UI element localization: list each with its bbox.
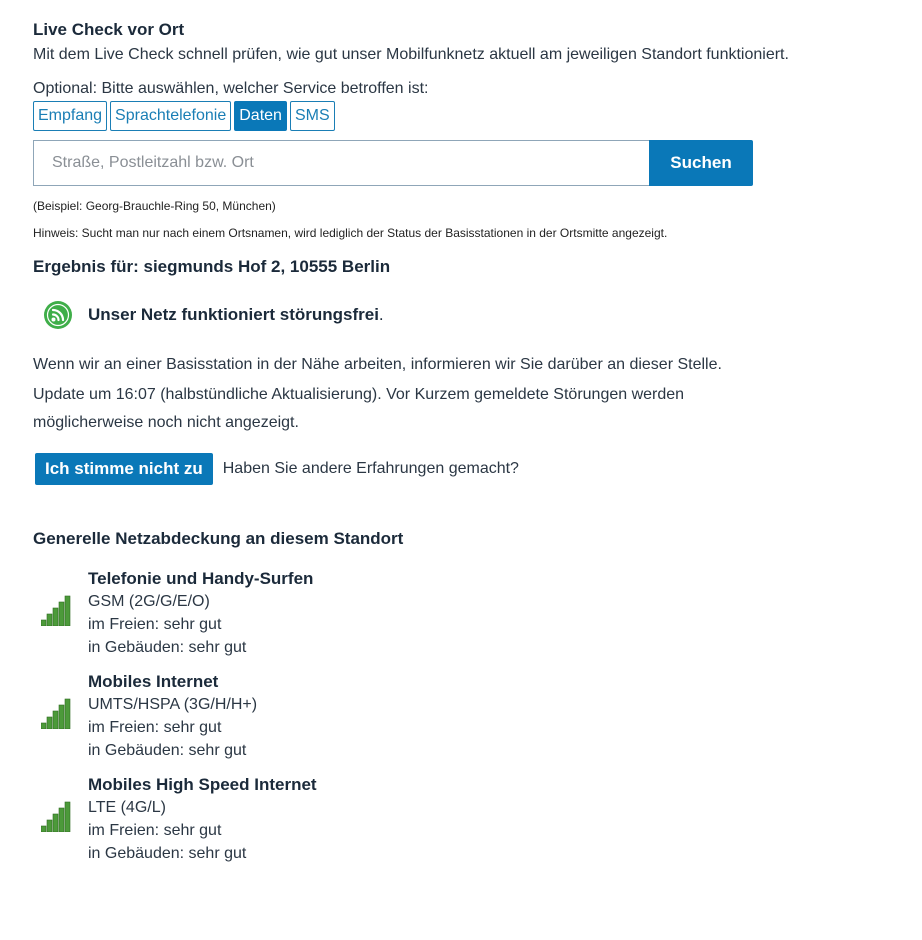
coverage-indoor: in Gebäuden: sehr gut (88, 845, 247, 862)
signal-bar (47, 614, 52, 626)
coverage-item-lte (33, 774, 793, 865)
coverage-tech: LTE (4G/L) (88, 799, 166, 816)
signal-bar (53, 711, 58, 729)
page-title: Live Check vor Ort (33, 20, 185, 39)
coverage-item-gsm (33, 568, 793, 659)
live-check-panel (33, 18, 793, 877)
search-bar (33, 140, 753, 186)
coverage-indoor: in Gebäuden: sehr gut (88, 639, 247, 656)
coverage-title: Generelle Netzabdeckung an diesem Standort (33, 529, 404, 548)
signal-bar (47, 717, 52, 729)
signal-bar (41, 620, 46, 626)
service-chip-empfang[interactable]: Empfang (33, 101, 107, 131)
signal-bars-icon (33, 568, 88, 659)
status-message-end: . (378, 305, 384, 324)
search-input[interactable] (33, 140, 649, 186)
coverage-name: Telefonie und Handy-Surfen (88, 569, 314, 588)
search-hint: Hinweis: Sucht man nur nach einem Ortsnamen, wird lediglich der Status der Basisstationen in der Ortsmitte angezeigt. (33, 226, 668, 240)
signal-bars-icon (33, 774, 88, 865)
disagree-button[interactable]: Ich stimme nicht zu (35, 453, 213, 485)
signal-bar (59, 705, 64, 729)
intro-text: Mit dem Live Check schnell prüfen, wie gut unser Mobilfunknetz aktuell am jeweiligen Standort funktioniert. (33, 46, 789, 63)
service-chip-daten[interactable]: Daten (234, 101, 287, 131)
signal-bar (59, 808, 64, 832)
search-example: (Beispiel: Georg-Brauchle-Ring 50, München) (33, 199, 276, 213)
signal-bar (65, 699, 70, 729)
network-status (33, 300, 793, 330)
search-button[interactable]: Suchen (649, 140, 753, 186)
update-note: Update um 16:07 (halbstündliche Aktualisierung). Vor Kurzem gemeldete Störungen werden möglicherweise noch nicht angezeigt. (33, 386, 685, 431)
signal-ok-icon (43, 300, 73, 330)
coverage-outdoor: im Freien: sehr gut (88, 616, 222, 633)
signal-bar (41, 826, 46, 832)
signal-bar (65, 596, 70, 626)
signal-bar (59, 602, 64, 626)
service-chip-sms[interactable]: SMS (290, 101, 335, 131)
coverage-list (33, 568, 793, 865)
coverage-indoor: in Gebäuden: sehr gut (88, 742, 247, 759)
maintenance-note: Wenn wir an einer Basisstation in der Nähe arbeiten, informieren wir Sie darüber an dieser Stelle. (33, 356, 722, 373)
signal-bar (53, 608, 58, 626)
signal-bar (65, 802, 70, 832)
coverage-outdoor: im Freien: sehr gut (88, 719, 222, 736)
service-filter-label: Optional: Bitte auswählen, welcher Service betroffen ist: (33, 80, 429, 97)
coverage-name: Mobiles Internet (88, 672, 219, 691)
coverage-outdoor: im Freien: sehr gut (88, 822, 222, 839)
signal-bar (53, 814, 58, 832)
service-filter (33, 101, 793, 131)
status-message (88, 305, 384, 325)
signal-bars-icon (33, 671, 88, 762)
coverage-tech: UMTS/HSPA (3G/H/H+) (88, 696, 258, 713)
service-chip-sprachtelefonie[interactable]: Sprachtelefonie (110, 101, 231, 131)
signal-bar (47, 820, 52, 832)
disagree-question: Haben Sie andere Erfahrungen gemacht? (222, 460, 519, 477)
coverage-tech: GSM (2G/G/E/O) (88, 593, 210, 610)
coverage-item-umts (33, 671, 793, 762)
coverage-name: Mobiles High Speed Internet (88, 775, 317, 794)
result-title: Ergebnis für: siegmunds Hof 2, 10555 Berlin (33, 257, 391, 276)
feedback-row (33, 453, 793, 485)
status-message-strong: Unser Netz funktioniert störungsfrei (88, 305, 379, 324)
signal-bar (41, 723, 46, 729)
